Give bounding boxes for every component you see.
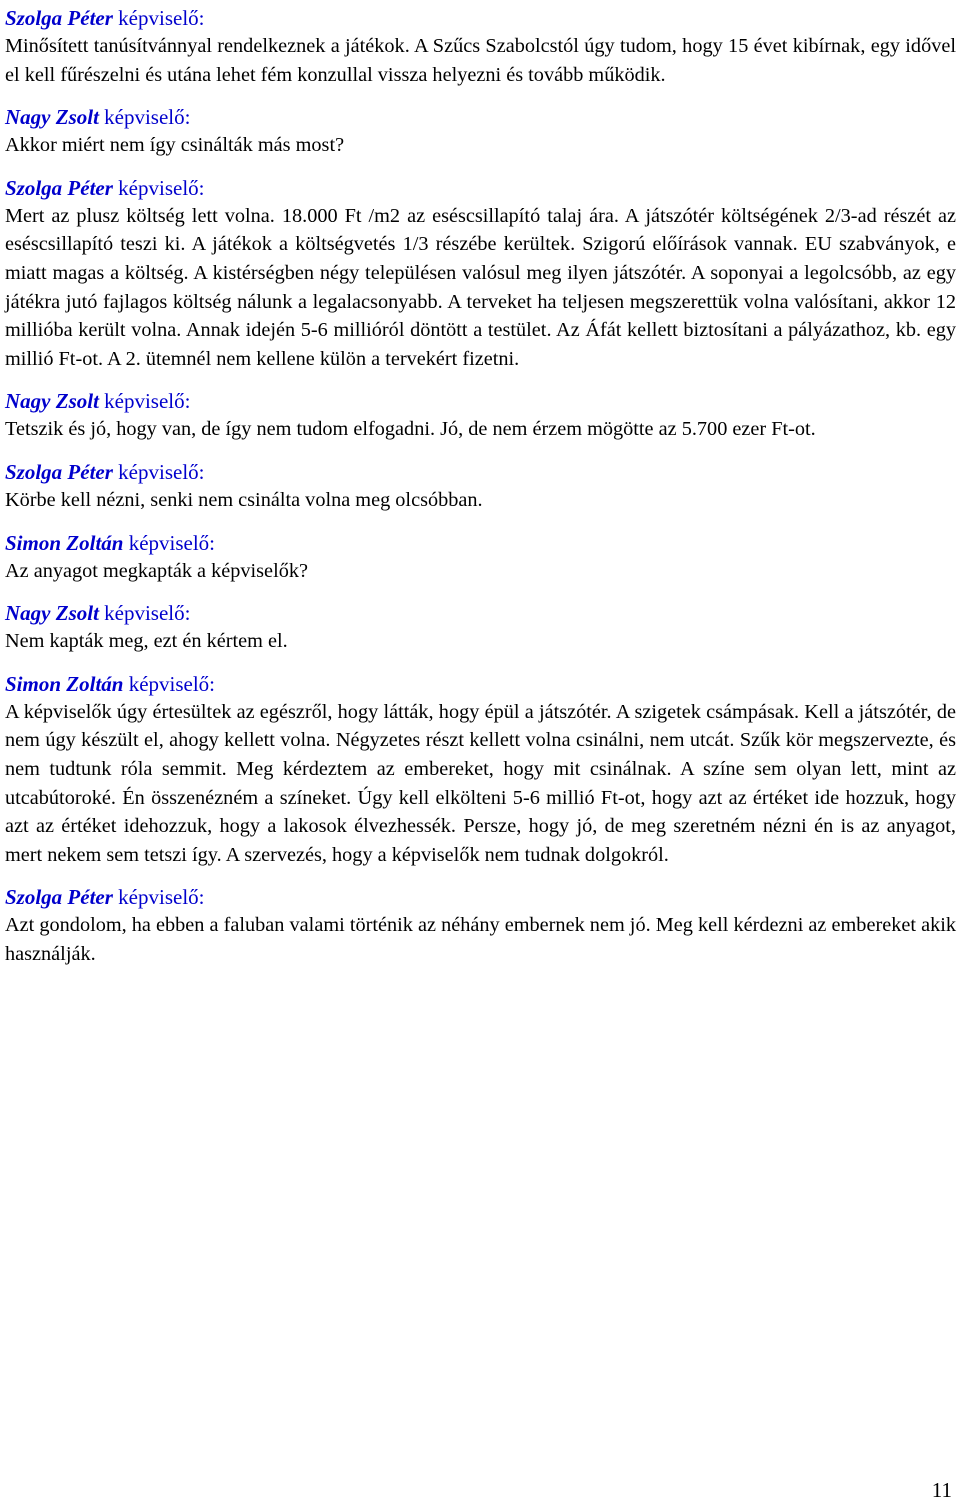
speech-text: Körbe kell nézni, senki nem csinálta volna meg olcsóbban. xyxy=(5,488,483,511)
speaker-line xyxy=(5,387,956,415)
speech-text: Tetszik és jó, hogy van, de így nem tudom elfogadni. Jó, de nem érzem mögötte az 5.700 ezer Ft-ot. xyxy=(5,418,816,441)
speaker-name: Szolga Péter xyxy=(5,175,113,200)
speaker-role: képviselő: xyxy=(98,389,191,414)
speech-text: Nem kapták meg, ezt én kértem el. xyxy=(5,630,288,653)
speech-text: Azt gondolom, ha ebben a faluban valami történik az néhány embernek nem jó. Meg kell kérdezni az embereket akik használják. xyxy=(5,914,956,965)
document-page xyxy=(5,0,956,982)
speaker-role: képviselő: xyxy=(112,459,205,484)
speaker-line xyxy=(5,4,956,32)
speech-text: Akkor miért nem így csinálták más most? xyxy=(5,134,345,157)
speaker-role: képviselő: xyxy=(98,105,191,130)
speaker-name: Nagy Zsolt xyxy=(5,601,99,626)
speech-text: Minősített tanúsítvánnyal rendelkeznek a játékok. A Szűcs Szabolcstól úgy tudom, hogy 15 évet kibírnak, egy idővel el kell fűrészelni és utána lehet fém konzullal vissza helyezni és tovább működik. xyxy=(5,35,956,86)
speaker-line xyxy=(5,599,956,627)
speech-text: Az anyagot megkapták a képviselők? xyxy=(5,559,308,582)
speaker-name: Nagy Zsolt xyxy=(5,105,99,130)
speech-text: Mert az plusz költség lett volna. 18.000 Ft /m2 az eséscsillapító talaj ára. A játszótér költségének 2/3-ad részét az eséscsillapító teszi ki. A játékok a költségvetés 1/3 részébe kerültek. Szigorú előírások vannak. EU szabványok, e miatt magas a költség. A kistérségben négy településen valósul meg ilyen játszótér. A soponyai a legolcsóbb, az egy játékra jutó fajlagos költség nálunk a legalacsonyabb. A terveket ha teljesen megszerettük volna valósítani, akkor 12 millióba került volna. Annak idején 5-6 millióról döntött a testület. Az Áfát kellett biztosítani a pályázathoz, kb. egy millió Ft-ot. A 2. ütemnél nem kellene külön a tervekért fizetni. xyxy=(5,204,956,370)
speech-text: A képviselők úgy értesültek az egészről, hogy látták, hogy épül a játszótér. A szigetek csámpásak. Kell a játszótér, de nem úgy készült el, ahogy kellett volna. Négyzetes részt kellett volna csinálni, nem utcát. Szűk kör megszervezte, és nem tudtunk róla semmit. Meg kérdeztem az embereket, hogy mit csinálnak. A színe sem olyan lett, mint az utcabútoroké. Én összenézném a színeket. Úgy kell elkölteni 5-6 millió Ft-ot, hogy azt az értéket ide hozzuk, hogy azt az értéket idehozzuk, hogy a lakosok élvezhessék. Persze, hogy jó, de meg szeretném nézni én is az anyagot, mert nekem sem tetszi így. A szervezés, hogy a képviselők nem tudnak dolgokról. xyxy=(5,700,956,866)
speaker-role: képviselő: xyxy=(112,885,205,910)
speaker-role: képviselő: xyxy=(98,601,191,626)
speaker-line xyxy=(5,529,956,557)
speaker-line xyxy=(5,883,956,911)
speaker-name: Simon Zoltán xyxy=(5,530,124,555)
page-number: 11 xyxy=(931,1478,952,1502)
transcript-entry xyxy=(5,529,956,586)
transcript-entry xyxy=(5,599,956,656)
transcript-entry xyxy=(5,4,956,89)
speaker-role: képviselő: xyxy=(123,530,216,555)
speaker-role: képviselő: xyxy=(112,6,205,30)
speaker-role: képviselő: xyxy=(123,671,216,696)
transcript-entry xyxy=(5,387,956,444)
speaker-name: Nagy Zsolt xyxy=(5,389,99,414)
speaker-line xyxy=(5,103,956,131)
transcript-entry xyxy=(5,458,956,515)
speaker-line xyxy=(5,670,956,698)
speaker-line xyxy=(5,174,956,202)
speaker-name: Simon Zoltán xyxy=(5,671,124,696)
transcript-entry xyxy=(5,883,956,968)
speaker-name: Szolga Péter xyxy=(5,6,113,30)
speaker-role: képviselő: xyxy=(112,175,205,200)
speaker-line xyxy=(5,458,956,486)
transcript-entry xyxy=(5,670,956,870)
transcript-entry xyxy=(5,174,956,374)
transcript-entry xyxy=(5,103,956,160)
speaker-name: Szolga Péter xyxy=(5,459,113,484)
speaker-name: Szolga Péter xyxy=(5,885,113,910)
